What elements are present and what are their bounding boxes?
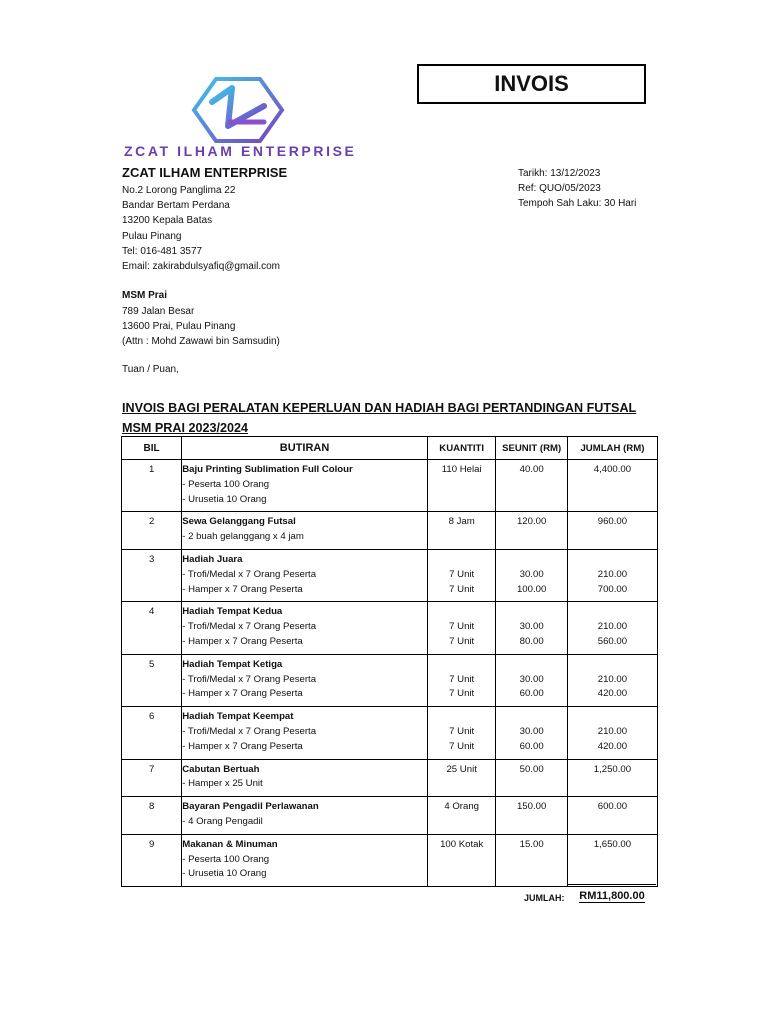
item-total: 210.00 <box>597 568 628 580</box>
blank-line <box>496 553 566 568</box>
cell-jumlah <box>567 460 657 512</box>
item-quantity: 7 Unit <box>449 568 475 580</box>
company-address-line: Pulau Pinang <box>122 230 182 242</box>
header-jumlah: JUMLAH (RM) <box>567 437 657 460</box>
item-unit-price: 60.00 <box>519 740 544 752</box>
cell-jumlah <box>567 654 657 706</box>
cell-butiran <box>182 654 428 706</box>
row-number: 9 <box>148 838 155 850</box>
item-detail: - Urusetia 10 Orang <box>182 868 267 880</box>
client-address-line: 13600 Prai, Pulau Pinang <box>122 321 236 333</box>
cell-seunit <box>496 834 567 886</box>
header-seunit: SEUNIT (RM) <box>496 437 567 460</box>
cell-jumlah <box>567 602 657 654</box>
cell-bil <box>122 707 182 759</box>
row-number: 2 <box>148 516 155 528</box>
invoice-validity: Tempoh Sah Laku: 30 Hari <box>518 198 637 210</box>
item-total: 420.00 <box>597 688 628 700</box>
row-number: 5 <box>148 658 155 670</box>
company-email: Email: zakirabdulsyafiq@gmail.com <box>122 261 280 273</box>
cell-jumlah <box>567 512 657 550</box>
header-butiran: BUTIRAN <box>182 437 428 460</box>
cell-butiran <box>182 759 428 797</box>
item-unit-price: 30.00 <box>519 621 544 633</box>
item-title: Makanan & Minuman <box>182 838 278 850</box>
company-logo <box>190 76 286 144</box>
cell-kuantiti <box>427 707 496 759</box>
cell-jumlah <box>567 759 657 797</box>
subject-line-2: MSM PRAI 2023/2024 <box>122 421 248 435</box>
item-unit-price: 120.00 <box>516 516 547 528</box>
item-total: 4,400.00 <box>593 464 632 475</box>
item-title: Hadiah Tempat Ketiga <box>182 658 283 670</box>
total-label: JUMLAH: <box>524 893 565 903</box>
table-row <box>122 834 658 886</box>
item-quantity: 7 Unit <box>449 583 475 595</box>
cell-seunit <box>496 654 567 706</box>
cell-jumlah <box>567 797 657 835</box>
table-row <box>122 460 658 512</box>
item-unit-price: 150.00 <box>516 801 547 813</box>
item-title: Bayaran Pengadil Perlawanan <box>182 801 319 813</box>
table-body <box>122 460 658 887</box>
item-detail: - 4 Orang Pengadil <box>182 815 263 827</box>
item-unit-price: 100.00 <box>516 583 547 595</box>
cell-butiran <box>182 512 428 550</box>
client-name: MSM Prai <box>122 290 168 301</box>
cell-bil <box>122 834 182 886</box>
blank-line <box>428 605 496 620</box>
table-row <box>122 707 658 759</box>
row-number: 7 <box>148 763 155 775</box>
item-total: 420.00 <box>597 740 628 752</box>
item-detail: - Trofi/Medal x 7 Orang Peserta <box>182 568 317 580</box>
blank-line <box>568 605 657 620</box>
item-unit-price: 80.00 <box>519 635 544 647</box>
total-value <box>568 884 656 902</box>
total-amount: RM11,800.00 <box>579 890 645 902</box>
blank-line <box>568 658 657 673</box>
item-quantity: 8 Jam <box>448 516 475 528</box>
item-title: Hadiah Tempat Kedua <box>182 606 283 618</box>
invoice-subject <box>122 398 636 438</box>
cell-kuantiti <box>427 460 496 512</box>
invoice-meta <box>518 166 636 212</box>
item-title: Hadiah Juara <box>182 553 243 565</box>
table-row <box>122 654 658 706</box>
company-address-line: No.2 Lorong Panglima 22 <box>122 185 236 196</box>
item-quantity: 7 Unit <box>449 635 475 647</box>
cell-jumlah <box>567 834 657 886</box>
greeting: Tuan / Puan, <box>122 364 179 375</box>
item-total: 600.00 <box>597 801 628 813</box>
item-quantity: 7 Unit <box>449 688 475 700</box>
client-address <box>122 304 280 350</box>
invoice-date: Tarikh: 13/12/2023 <box>518 168 601 179</box>
item-total: 210.00 <box>597 725 628 737</box>
client-address-line: 789 Jalan Besar <box>122 306 195 317</box>
company-tel: Tel: 016-481 3577 <box>122 245 203 257</box>
item-total: 560.00 <box>597 635 628 647</box>
item-quantity: 7 Unit <box>449 740 475 752</box>
cell-butiran <box>182 797 428 835</box>
header-bil: BIL <box>122 437 182 460</box>
item-quantity: 7 Unit <box>449 621 475 633</box>
cell-kuantiti <box>427 654 496 706</box>
cell-bil <box>122 602 182 654</box>
cell-seunit <box>496 512 567 550</box>
cell-butiran <box>182 460 428 512</box>
blank-line <box>568 710 657 725</box>
table-row <box>122 797 658 835</box>
blank-line <box>496 658 566 673</box>
cell-jumlah <box>567 707 657 759</box>
item-title: Baju Printing Sublimation Full Colour <box>182 464 353 475</box>
item-quantity: 110 Helai <box>441 464 482 475</box>
item-quantity: 4 Orang <box>444 801 480 813</box>
cell-bil <box>122 759 182 797</box>
item-unit-price: 15.00 <box>519 838 544 850</box>
cell-bil <box>122 460 182 512</box>
item-total: 700.00 <box>597 583 628 595</box>
item-detail: - Peserta 100 Orang <box>182 478 270 490</box>
cell-bil <box>122 797 182 835</box>
item-total: 210.00 <box>597 621 628 633</box>
cell-kuantiti <box>427 549 496 601</box>
cell-seunit <box>496 797 567 835</box>
item-unit-price: 50.00 <box>519 763 544 775</box>
item-unit-price: 60.00 <box>519 688 544 700</box>
cell-kuantiti <box>427 512 496 550</box>
item-quantity: 25 Unit <box>446 763 477 775</box>
blank-line <box>428 553 496 568</box>
cell-butiran <box>182 549 428 601</box>
item-quantity: 100 Kotak <box>440 838 484 850</box>
item-total: 1,650.00 <box>593 838 632 850</box>
item-quantity: 7 Unit <box>449 725 475 737</box>
item-unit-price: 40.00 <box>519 464 544 475</box>
cell-bil <box>122 512 182 550</box>
item-unit-price: 30.00 <box>519 568 544 580</box>
cell-kuantiti <box>427 834 496 886</box>
item-detail: - Peserta 100 Orang <box>182 853 270 865</box>
table-row <box>122 512 658 550</box>
row-number: 8 <box>148 801 155 813</box>
item-detail: - Hamper x 7 Orang Peserta <box>182 635 303 647</box>
cell-bil <box>122 549 182 601</box>
item-quantity: 7 Unit <box>449 673 475 685</box>
item-detail: - Trofi/Medal x 7 Orang Peserta <box>182 725 317 737</box>
item-total: 960.00 <box>597 516 628 528</box>
subject-line-1: INVOIS BAGI PERALATAN KEPERLUAN DAN HADIAH BAGI PERTANDINGAN FUTSAL <box>122 401 637 415</box>
logo-wordmark: ZCAT ILHAM ENTERPRISE <box>124 143 357 159</box>
item-title: Cabutan Bertuah <box>182 763 260 775</box>
cell-kuantiti <box>427 797 496 835</box>
cell-butiran <box>182 602 428 654</box>
table-header-row <box>122 437 658 460</box>
cell-kuantiti <box>427 602 496 654</box>
row-number: 6 <box>148 711 155 723</box>
item-detail: - Hamper x 7 Orang Peserta <box>182 740 303 752</box>
blank-line <box>568 553 657 568</box>
cell-seunit <box>496 602 567 654</box>
cell-jumlah <box>567 549 657 601</box>
table-row <box>122 602 658 654</box>
cell-kuantiti <box>427 759 496 797</box>
item-detail: - 2 buah gelanggang x 4 jam <box>182 531 304 543</box>
table-row <box>122 759 658 797</box>
item-title: Hadiah Tempat Keempat <box>182 711 294 723</box>
cell-seunit <box>496 460 567 512</box>
row-number: 4 <box>148 606 155 618</box>
company-address <box>122 183 280 274</box>
invoice-ref: Ref: QUO/05/2023 <box>518 183 601 195</box>
blank-line <box>428 710 496 725</box>
item-detail: - Trofi/Medal x 7 Orang Peserta <box>182 621 317 633</box>
blank-line <box>428 658 496 673</box>
item-title: Sewa Gelanggang Futsal <box>182 516 296 528</box>
items-table <box>121 436 658 887</box>
cell-bil <box>122 654 182 706</box>
blank-line <box>496 710 566 725</box>
item-detail: - Hamper x 7 Orang Peserta <box>182 688 303 700</box>
company-name: ZCAT ILHAM ENTERPRISE <box>122 165 288 180</box>
client-attn: (Attn : Mohd Zawawi bin Samsudin) <box>122 336 280 348</box>
item-total: 1,250.00 <box>593 763 632 775</box>
item-detail: - Trofi/Medal x 7 Orang Peserta <box>182 673 317 685</box>
cell-butiran <box>182 707 428 759</box>
row-number: 3 <box>148 553 155 565</box>
table-row <box>122 549 658 601</box>
item-detail: - Hamper x 7 Orang Peserta <box>182 583 303 595</box>
item-detail: - Urusetia 10 Orang <box>182 493 267 505</box>
company-address-line: 13200 Kepala Batas <box>122 215 213 227</box>
cell-butiran <box>182 834 428 886</box>
item-unit-price: 30.00 <box>519 725 544 737</box>
header-kuantiti: KUANTITI <box>427 437 496 460</box>
blank-line <box>496 605 566 620</box>
item-total: 210.00 <box>597 673 628 685</box>
cell-seunit <box>496 707 567 759</box>
company-address-line: Bandar Bertam Perdana <box>122 200 230 212</box>
cell-seunit <box>496 549 567 601</box>
document-title: INVOIS <box>417 64 646 104</box>
cell-seunit <box>496 759 567 797</box>
row-number: 1 <box>148 464 155 475</box>
item-unit-price: 30.00 <box>519 673 544 685</box>
item-detail: - Hamper x 25 Unit <box>182 778 263 790</box>
